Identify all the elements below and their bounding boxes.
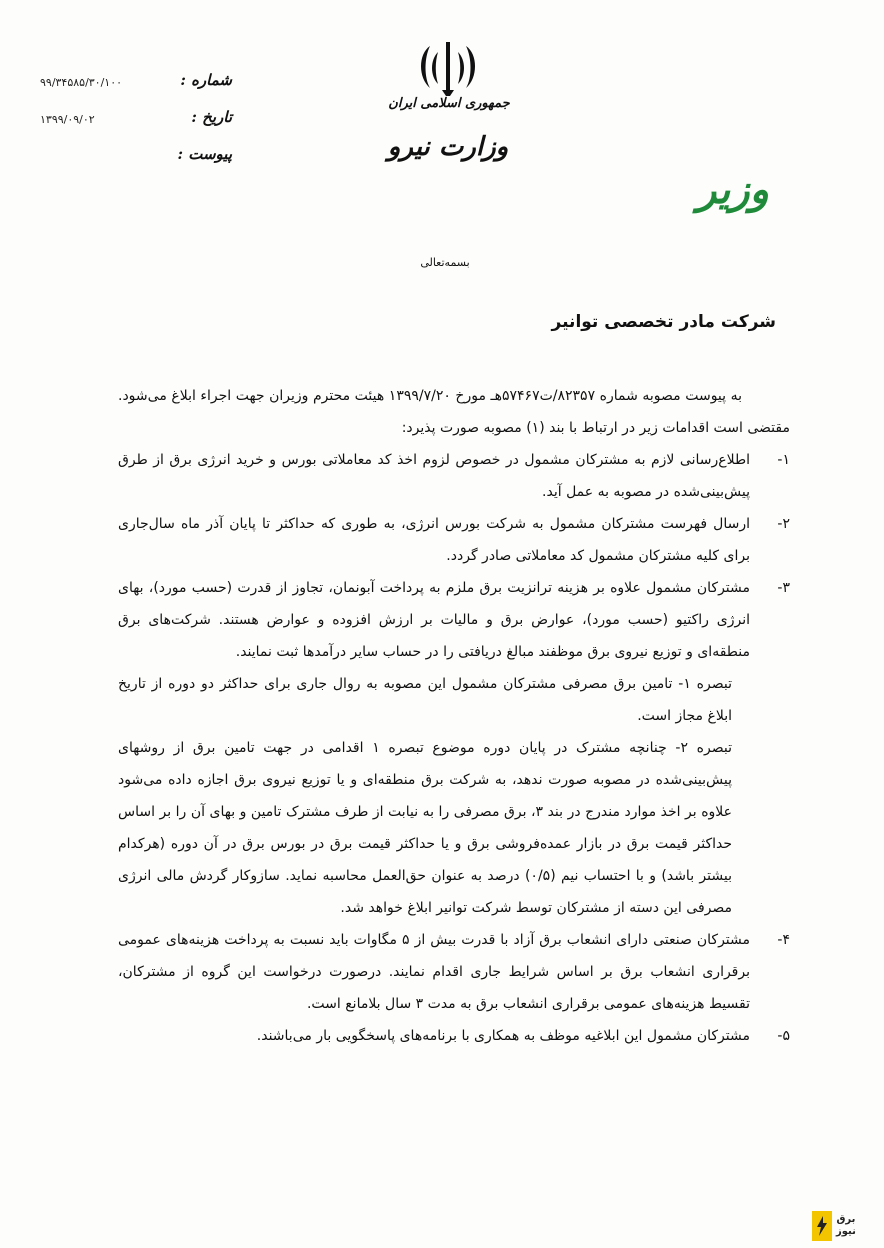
attachment-label: پیوست : [177,145,232,163]
basmala: بسمه‌تعالی [420,256,470,269]
intro-paragraph: به پیوست مصوبه شماره ۸۲۳۵۷/ت۵۷۴۶۷هـ مورخ ۱۳۹۹/۷/۲۰ هیئت محترم وزیران جهت اجراء ابلاغ می‌شود. مقتضی است اقدامات زیر در ارتباط با بند (۱) مصوبه صورت پذیرد: [118,388,790,436]
item-number: ۵- [777,1028,790,1044]
iran-emblem-icon [416,40,480,96]
date-label: تاریخ : [191,108,232,126]
item-text: مشترکان صنعتی دارای انشعاب برق آزاد با قدرت بیش از ۵ مگاوات باید نسبت به پرداخت هزینه‌های عمومی برقراری انشعاب برق بر اساس شرایط جاری اقدام نمایند. درصورت درخواست این گروه از مشترکان، تقسیط هزینه‌های عمومی برقراری انشعاب برق به مدت ۳ سال بلامانع است. [118,932,751,1012]
item-number: ۱- [777,452,790,468]
item-text: مشترکان مشمول علاوه بر هزینه ترانزیت برق ملزم به پرداخت آبونمان، تجاوز از قدرت (حسب مورد)، بهای انرژی راکتیو (حسب مورد)، عوارض برق و مالیات بر ارزش افزوده و عوارض هستند. شرکت‌های برق منطقه‌ای و توزیع نیروی برق موظفند مبالغ دریافتی را در حساب سایر درآمدها ثبت نمایند. [118,580,750,660]
letter-body [118,380,790,1052]
header-labels [162,62,232,173]
header-values [40,64,160,138]
number-value: ۹۹/۳۴۵۸۵/۳۰/۱۰۰ [40,76,123,89]
item-text: مشترکان مشمول این ابلاغیه موظف به همکاری با برنامه‌های پاسخگویی بار می‌باشند. [256,1028,750,1044]
item-number: ۲- [777,516,790,532]
footer-logo [812,1208,876,1244]
note-paragraph: تبصره ۲- چنانچه مشترک در پایان دوره موضوع تبصره ۱ اقدامی در جهت تامین برق از روشهای پیش‌بینی‌شده در مصوبه صورت ندهد، به شرکت برق منطقه‌ای و یا توزیع نیروی برق اجازه داده می‌شود علاوه بر اخذ موارد مندرج در بند ۳، برق مصرفی را به نیابت از طرف مشترک تامین و بهای آن را بر اساس حداکثر قیمت برق در بازار عمده‌فروشی برق و یا حداکثر قیمت برق در بورس برق در آن دوره (هرکدام بیشتر باشد) و با احتساب نیم (۰/۵) درصد به عنوان حق‌العمل محاسبه نماید. سازوکار گردش مالی انرژی مصرفی این دسته از مشترکان توسط شرکت توانیر ابلاغ خواهد شد. [118,740,733,916]
minister-title: وزیر [697,166,769,213]
list-item [118,1020,790,1052]
recipient: شرکت مادر تخصصی توانیر [551,312,776,332]
republic-title: جمهوری اسلامی ایران [388,96,510,111]
list-item [118,508,790,572]
item-text: اطلاع‌رسانی لازم به مشترکان مشمول در خصوص لزوم اخذ کد معاملاتی بورس و خرید انرژی برق از طرق پیش‌بینی‌شده در مصوبه به عمل آید. [118,452,750,500]
date-value: ۱۳۹۹/۰۹/۰۲ [40,113,95,126]
item-number: ۳- [777,580,790,596]
ministry-title: وزارت نیرو [387,132,509,162]
list-item [118,444,790,508]
lightning-bolt-icon [812,1211,832,1241]
list-item [118,572,790,668]
number-label: شماره : [180,71,232,89]
logo-text: برق نیوز [836,1214,856,1237]
list-item [118,924,790,1020]
item-number: ۴- [777,932,790,948]
note-paragraph: تبصره ۱- تامین برق مصرفی مشترکان مشمول این مصوبه به روال جاری برای حداکثر دو دوره از تاریخ ابلاغ مجاز است. [118,676,732,724]
item-text: ارسال فهرست مشترکان مشمول به شرکت بورس انرژی، به طوری که حداکثر تا پایان آذر ماه سال‌جاری برای کلیه مشترکان مشمول کد معاملاتی صادر گردد. [118,516,750,564]
